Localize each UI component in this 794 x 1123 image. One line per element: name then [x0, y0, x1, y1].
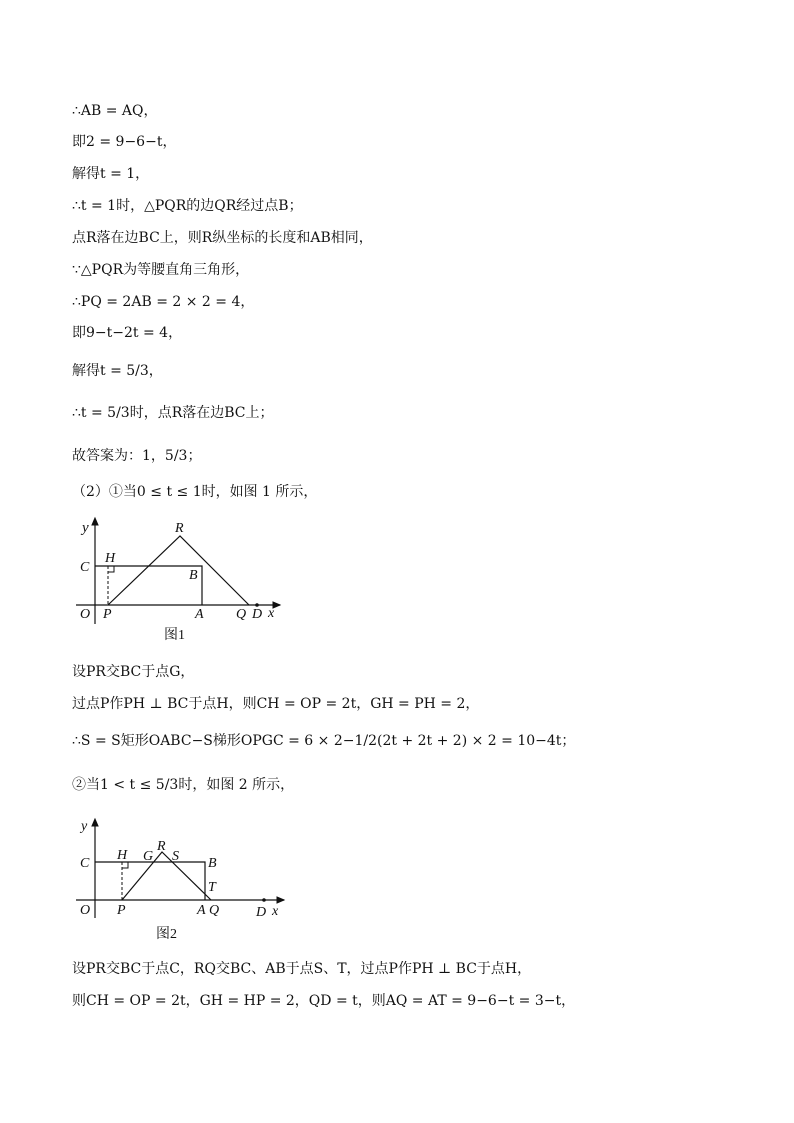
text-line: 解得t = 5/3，	[72, 363, 163, 379]
label-q: Q	[236, 607, 247, 622]
label-h: H	[105, 551, 116, 566]
label-g: G	[143, 849, 154, 864]
rectangle-oabc	[95, 862, 205, 900]
y-arrow-icon	[92, 819, 98, 826]
figure-1-caption: 图1	[164, 628, 185, 643]
y-arrow-icon	[92, 518, 98, 525]
label-r: R	[175, 521, 184, 536]
label-t: T	[208, 880, 216, 895]
text-line: （2）①当0 ≤ t ≤ 1时，如图 1 所示，	[72, 484, 318, 500]
label-a: A	[197, 903, 206, 918]
text-line: 即9−t−2t = 4，	[72, 325, 183, 341]
text-line: 解得t = 1，	[72, 166, 150, 182]
text-line: 过点P作PH ⊥ BC于点H，则CH = OP = 2t，GH = PH = 2，	[72, 696, 480, 712]
label-y: y	[82, 520, 89, 536]
label-d: D	[256, 905, 267, 920]
text-line: ∴PQ = 2AB = 2 × 2 = 4，	[72, 294, 255, 310]
label-d: D	[252, 607, 263, 622]
text-line: ∴AB = AQ，	[72, 103, 158, 119]
text-line: ∴S = S矩形OABC−S梯形OPGC = 6 × 2−1/2(2t + 2t + 2) × 2 = 10−4t；	[72, 733, 576, 749]
text-line: ∴t = 5/3时，点R落在边BC上；	[72, 405, 274, 421]
text-line: ②当1 < t ≤ 5/3时，如图 2 所示，	[72, 777, 295, 793]
label-y: y	[81, 819, 88, 834]
label-s: S	[172, 849, 179, 864]
label-b: B	[189, 568, 198, 583]
label-h: H	[117, 848, 128, 863]
text-line: 故答案为：1，5/3；	[72, 448, 202, 464]
figure-2	[68, 812, 288, 947]
text-line: 点R落在边BC上，则R纵坐标的长度和AB相同，	[72, 230, 373, 246]
label-x: x	[272, 904, 279, 919]
triangle-pqr	[108, 536, 249, 605]
label-p: P	[103, 607, 112, 622]
label-q: Q	[209, 903, 220, 918]
label-r: R	[157, 839, 166, 854]
label-b: B	[208, 856, 217, 871]
label-c: C	[80, 560, 90, 575]
label-p: P	[117, 903, 126, 918]
label-c: C	[80, 856, 90, 871]
label-o: O	[80, 607, 91, 622]
text-line: 设PR交BC于点C，RQ交BC、AB于点S、T，过点P作PH ⊥ BC于点H，	[72, 961, 532, 977]
label-x: x	[268, 606, 275, 621]
text-line: 设PR交BC于点G，	[72, 664, 195, 680]
label-o: O	[80, 903, 91, 918]
triangle-pqr	[122, 852, 211, 900]
figure-2-caption: 图2	[156, 927, 177, 942]
text-line: ∵△PQR为等腰直角三角形，	[72, 262, 250, 278]
point-d	[262, 898, 266, 902]
label-a: A	[195, 607, 204, 622]
text-line: 则CH = OP = 2t，GH = HP = 2，QD = t，则AQ = AT = 9−6−t = 3−t，	[72, 993, 576, 1009]
right-angle-mark	[108, 566, 114, 572]
text-line: ∴t = 1时，△PQR的边QR经过点B；	[72, 198, 303, 214]
text-line: 即2 = 9−6−t，	[72, 134, 177, 150]
x-arrow-icon	[277, 897, 284, 903]
figure-1	[68, 512, 288, 652]
